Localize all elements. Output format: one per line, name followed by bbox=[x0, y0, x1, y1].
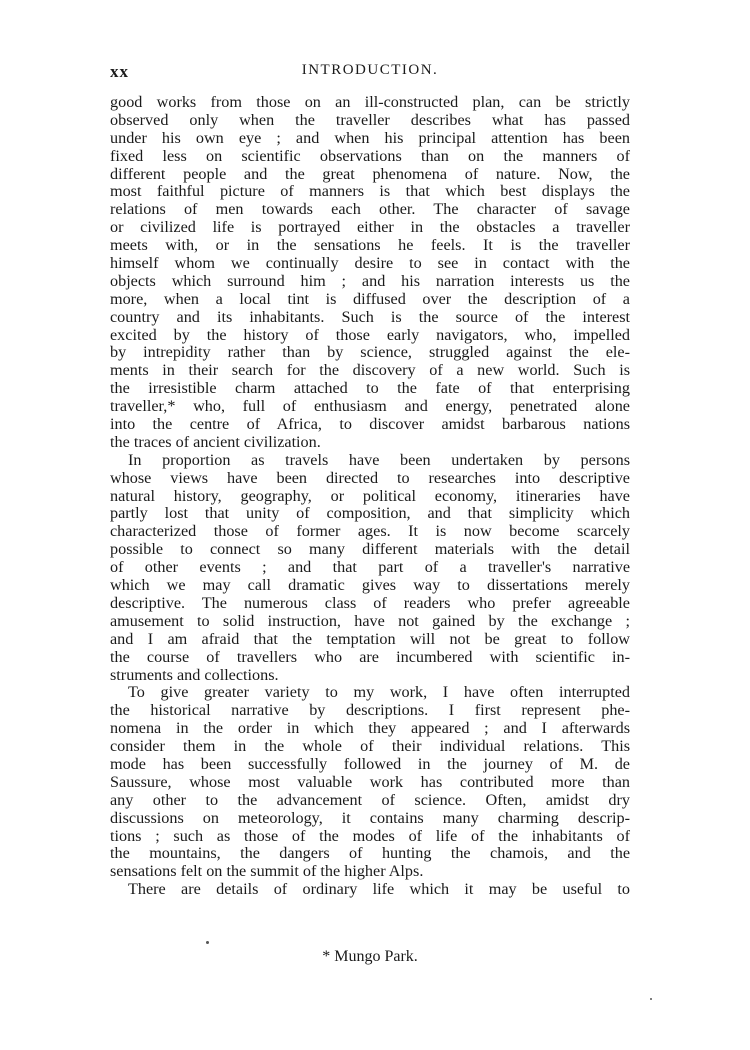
text-line: country and its inhabitants. Such is the source of the interest bbox=[110, 307, 630, 326]
text-line: himself whom we continually desire to see in contact with the bbox=[110, 254, 630, 273]
text-line: any other to the advancement of science. Often, amidst dry bbox=[110, 790, 630, 809]
text-line: into the centre of Africa, to discover amidst barbarous nations bbox=[110, 415, 630, 434]
paragraph-start-line: To give greater variety to my work, I have often interrupted bbox=[128, 683, 630, 702]
text-line: excited by the history of those early navigators, who, impelled bbox=[110, 325, 630, 344]
text-line: whose views have been directed to researches into descriptive bbox=[110, 468, 630, 487]
text-line: consider them in the whole of their individual relations. This bbox=[110, 737, 630, 756]
text-line: ments in their search for the discovery of a new world. Such is bbox=[110, 361, 630, 380]
text-line: tions ; such as those of the modes of life of the inhabitants of bbox=[110, 826, 630, 845]
text-line: which we may call dramatic gives way to dissertations merely bbox=[110, 576, 630, 595]
text-line: the mountains, the dangers of hunting the chamois, and the bbox=[110, 844, 630, 863]
text-line: relations of men towards each other. The character of savage bbox=[110, 200, 630, 219]
text-line: discussions on meteorology, it contains many charming descrip- bbox=[110, 808, 630, 827]
print-speck bbox=[206, 941, 209, 944]
text-line: the course of travellers who are incumbered with scientific in- bbox=[110, 647, 630, 666]
text-line: partly lost that unity of composition, and that simplicity which bbox=[110, 504, 630, 523]
text-line: and I am afraid that the temptation will not be great to follow bbox=[110, 629, 630, 648]
text-line: mode has been successfully followed in the journey of M. de bbox=[110, 754, 630, 773]
text-line: meets with, or in the sensations he feels. It is the traveller bbox=[110, 236, 630, 255]
text-line: the historical narrative by descriptions. I first represent phe- bbox=[110, 701, 630, 720]
text-line: objects which surround him ; and his narration interests us the bbox=[110, 271, 630, 290]
running-title: INTRODUCTION. bbox=[301, 62, 439, 78]
paragraph-start-line: In proportion as travels have been undertaken by persons bbox=[128, 450, 630, 469]
text-line: observed only when the traveller describes what has passed bbox=[110, 110, 630, 129]
text-line: natural history, geography, or political economy, itineraries have bbox=[110, 486, 630, 505]
text-line: more, when a local tint is diffused over the description of a bbox=[110, 289, 630, 308]
footnote: * Mungo Park. bbox=[322, 948, 418, 965]
text-line: of other events ; and that part of a traveller's narrative bbox=[110, 558, 630, 577]
text-line: characterized those of former ages. It is now become scarcely bbox=[110, 522, 630, 541]
text-line: by intrepidity rather than by science, struggled against the ele- bbox=[110, 343, 630, 362]
print-speck bbox=[650, 998, 652, 1000]
text-line: the traces of ancient civilization. bbox=[110, 432, 321, 451]
text-line: the irresistible charm attached to the fate of that enterprising bbox=[110, 379, 630, 398]
text-line: or civilized life is portrayed either in the obstacles a traveller bbox=[110, 218, 630, 237]
text-line: Saussure, whose most valuable work has contributed more than bbox=[110, 772, 630, 791]
text-line: under his own eye ; and when his principal attention has been bbox=[110, 128, 630, 147]
text-line: good works from those on an ill-constructed plan, can be strictly bbox=[110, 93, 630, 111]
body-text bbox=[110, 94, 630, 899]
text-line: fixed less on scientific observations than on the manners of bbox=[110, 146, 630, 165]
text-line: possible to connect so many different materials with the detail bbox=[110, 540, 630, 559]
paragraph-start-line: There are details of ordinary life which it may be useful to bbox=[128, 880, 630, 899]
running-head bbox=[110, 62, 630, 86]
text-line: descriptive. The numerous class of readers who prefer agreeable bbox=[110, 593, 630, 612]
text-line: different people and the great phenomena of nature. Now, the bbox=[110, 164, 630, 183]
text-line: traveller,* who, full of enthusiasm and energy, penetrated alone bbox=[110, 397, 630, 416]
text-line: struments and collections. bbox=[110, 665, 279, 684]
text-line: nomena in the order in which they appeared ; and I afterwards bbox=[110, 719, 630, 738]
page-number: xx bbox=[110, 62, 129, 81]
text-line: amusement to solid instruction, have not gained by the exchange ; bbox=[110, 611, 630, 630]
text-line: most faithful picture of manners is that which best displays the bbox=[110, 182, 630, 201]
text-line: sensations felt on the summit of the higher Alps. bbox=[110, 862, 424, 881]
